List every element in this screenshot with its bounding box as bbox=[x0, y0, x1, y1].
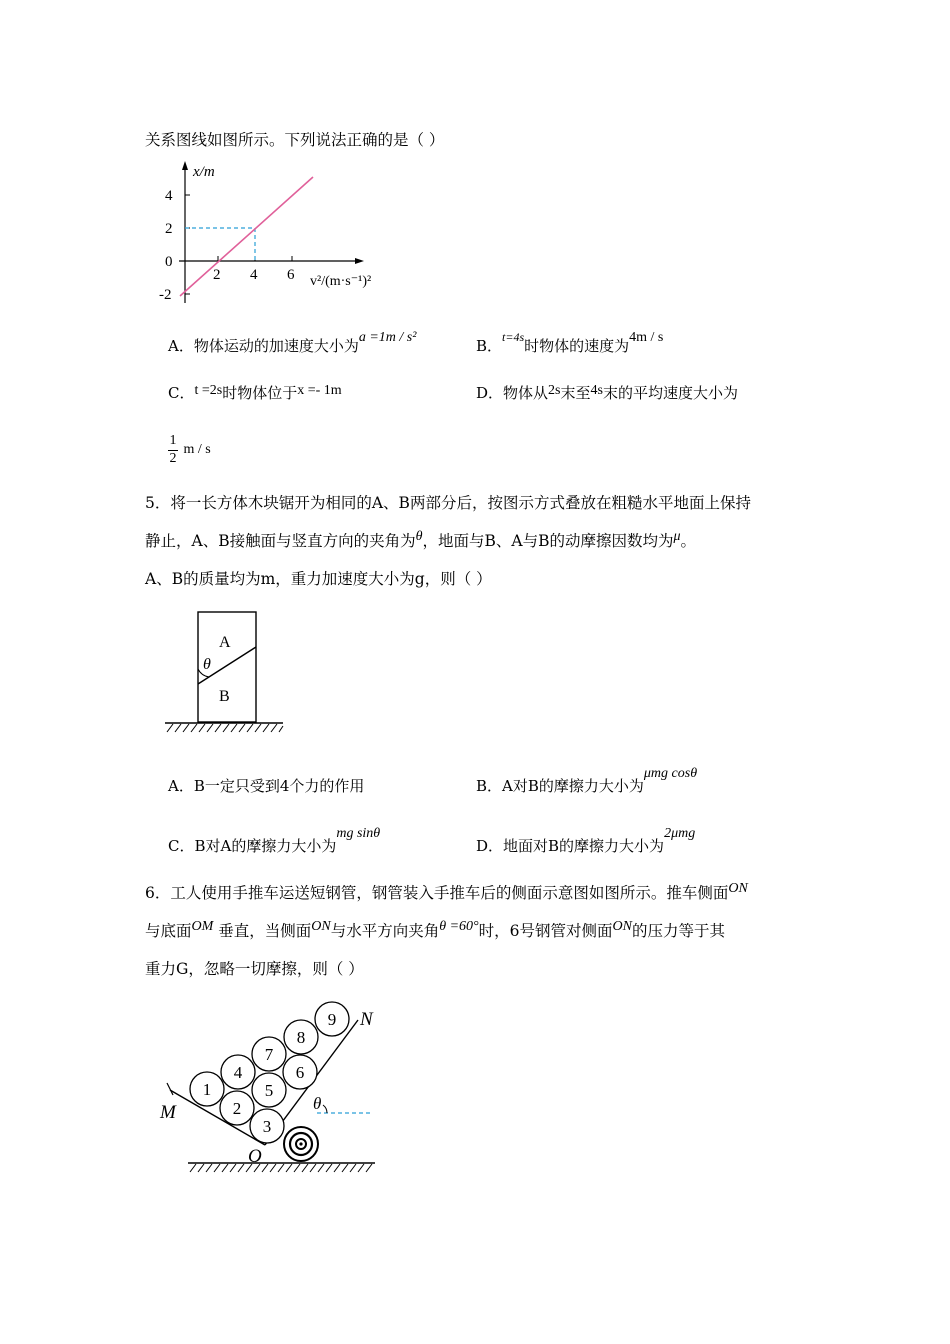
pipe-4 bbox=[221, 1055, 255, 1089]
q4-option-d[interactable]: D．物体从2s末至4s末的平均速度大小为 bbox=[476, 383, 738, 402]
q4-graph bbox=[155, 158, 415, 308]
q4-option-a[interactable]: A．物体运动的加速度大小为a =1m / s² bbox=[168, 330, 417, 355]
q4-option-b[interactable]: B．$^{t=4s}$时物体的速度为4m / s bbox=[476, 330, 664, 355]
svg-text:9: 9 bbox=[327, 1010, 337, 1029]
svg-text:3: 3 bbox=[262, 1117, 272, 1136]
q5-figure bbox=[163, 607, 293, 737]
q6-label-theta: θ bbox=[313, 1094, 322, 1113]
q5-option-c[interactable]: C．B对A的摩擦力大小为mg sinθ bbox=[168, 826, 381, 855]
pipe-7 bbox=[252, 1037, 286, 1071]
q6-label-N: N bbox=[360, 1009, 373, 1030]
q5-label-a: A bbox=[219, 634, 231, 651]
pipe-1 bbox=[190, 1072, 224, 1106]
x-axis-label: v²/(m·s⁻¹)² bbox=[310, 274, 372, 289]
q6-line3: 重力G，忽略一切摩擦，则（ ） bbox=[145, 960, 364, 978]
svg-text:2: 2 bbox=[232, 1099, 242, 1118]
y-axis-label: x/m bbox=[193, 164, 215, 180]
q5-line1: 5．将一长方体木块锯开为相同的A、B两部分后，按图示方式叠放在粗糙水平地面上保持 bbox=[145, 494, 751, 512]
q5-label-theta: θ bbox=[203, 656, 211, 673]
x-tick-4: 4 bbox=[250, 267, 258, 283]
pipe-5 bbox=[252, 1073, 286, 1107]
y-tick-2: 2 bbox=[165, 221, 173, 237]
pipe-6 bbox=[283, 1055, 317, 1089]
svg-text:4: 4 bbox=[233, 1063, 243, 1082]
q4-intro: 关系图线如图所示。下列说法正确的是（ ） bbox=[145, 131, 445, 149]
q4-option-d-fraction: $\frac{1}{2}$ m / s bbox=[169, 433, 211, 466]
svg-text:6: 6 bbox=[295, 1063, 305, 1082]
q5-line3: A、B的质量均为m，重力加速度大小为g，则（ ） bbox=[145, 570, 492, 588]
svg-text:7: 7 bbox=[264, 1045, 274, 1064]
x-tick-6: 6 bbox=[287, 267, 295, 283]
pipe-2 bbox=[220, 1091, 254, 1125]
pipe-9 bbox=[315, 1002, 349, 1036]
q6-line2: 与底面OM 垂直，当侧面ON与水平方向夹角θ =60°时，6号钢管对侧面ON的压力等于其 bbox=[145, 919, 725, 940]
y-tick-0: 0 bbox=[165, 254, 173, 270]
x-tick-2: 2 bbox=[213, 267, 221, 283]
q5-label-b: B bbox=[219, 688, 230, 705]
pipe-3 bbox=[250, 1109, 284, 1143]
q6-figure bbox=[155, 995, 395, 1185]
q5-option-d[interactable]: D．地面对B的摩擦力大小为2μmg bbox=[476, 826, 696, 855]
svg-text:1: 1 bbox=[202, 1080, 212, 1099]
q6-label-M: M bbox=[160, 1102, 176, 1123]
svg-text:8: 8 bbox=[296, 1028, 306, 1047]
q5-line2: 静止，A、B接触面与竖直方向的夹角为θ，地面与B、A与B的动摩擦因数均为μ。 bbox=[145, 529, 697, 550]
pipe-8 bbox=[284, 1020, 318, 1054]
q6-label-O: O bbox=[248, 1146, 262, 1167]
svg-text:5: 5 bbox=[264, 1081, 274, 1100]
q4-option-c[interactable]: C．t =2s时物体位于x =- 1m bbox=[168, 383, 342, 402]
q5-option-b[interactable]: B．A对B的摩擦力大小为μmg cosθ bbox=[476, 766, 698, 795]
q6-line1: 6．工人使用手推车运送短钢管，钢管装入手推车后的侧面示意图如图所示。推车侧面ON bbox=[145, 881, 748, 902]
q5-option-a[interactable]: A．B一定只受到4个力的作用 bbox=[168, 777, 365, 795]
y-tick-neg2: -2 bbox=[159, 287, 172, 303]
y-tick-4: 4 bbox=[165, 188, 173, 204]
